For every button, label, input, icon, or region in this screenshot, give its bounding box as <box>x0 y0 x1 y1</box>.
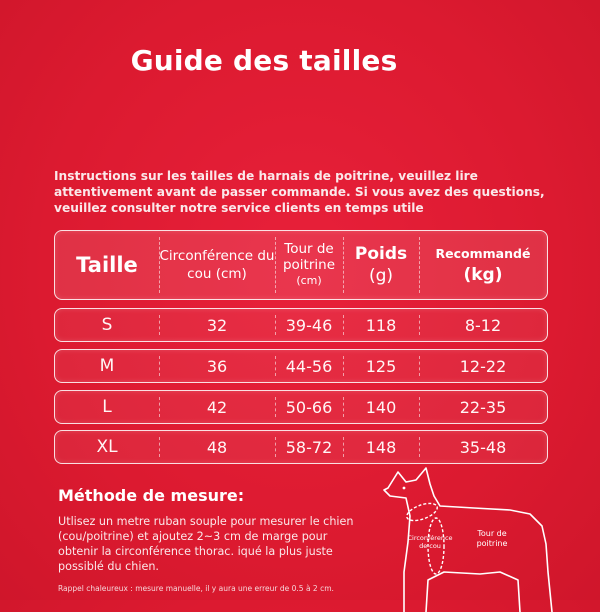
cell-neck: 36 <box>206 356 228 376</box>
method-title: Méthode de mesure: <box>58 486 245 505</box>
header-neck: Circonférence du cou (cm) <box>159 248 275 282</box>
cell-weight: 118 <box>365 315 397 335</box>
cell-recommended: 12-22 <box>459 356 507 376</box>
cell-chest: 50-66 <box>285 397 333 417</box>
header-chest-label: Tour de poitrine <box>282 241 336 273</box>
header-recommended-label: Recommandé <box>435 246 531 261</box>
cell-weight: 140 <box>365 397 397 417</box>
cell-chest: 44-56 <box>285 356 333 376</box>
table-row <box>54 390 548 424</box>
cell-weight: 148 <box>365 437 397 457</box>
table-row <box>54 349 548 383</box>
header-chest <box>275 231 343 299</box>
cell-recommended: 22-35 <box>459 397 507 417</box>
table-row <box>54 430 548 464</box>
cell-chest: 58-72 <box>285 437 333 457</box>
neck-label-2: de cou <box>419 542 441 550</box>
chest-label-2: poitrine <box>476 539 508 548</box>
cell-neck: 48 <box>206 437 228 457</box>
page-title: Guide des tailles <box>130 44 398 77</box>
table-row <box>54 308 548 342</box>
header-weight-label: Poids <box>354 244 408 264</box>
header-weight-unit: (g) <box>368 266 394 286</box>
table-header-row <box>54 230 548 300</box>
cell-chest: 39-46 <box>285 315 333 335</box>
method-note: Rappel chaleureux : mesure manuelle, il y aura une erreur de 0.5 à 2 cm. <box>58 584 334 593</box>
header-weight <box>343 231 419 299</box>
cell-neck: 32 <box>206 315 228 335</box>
intro-text: Instructions sur les tailles de harnais de poitrine, veuillez lire attentivement avant de passer commande. Si vous avez des questions, veuillez consulter notre service clients en temps utile <box>54 169 545 215</box>
method-text: Utlisez un metre ruban souple pour mesurer le chien (cou/poitrine) et ajoutez 2~3 cm de marge pour obtenir la circonférence thorac. iqué la plus juste possiblé du chien. <box>58 515 354 573</box>
dog-measurement-illustration <box>370 462 580 612</box>
header-recommended <box>419 231 547 299</box>
cell-recommended: 35-48 <box>459 437 507 457</box>
cell-recommended: 8-12 <box>464 315 502 335</box>
header-recommended-unit: (kg) <box>463 265 503 285</box>
cell-size: L <box>102 397 112 417</box>
chest-label-1: Tour de <box>477 529 507 538</box>
cell-neck: 42 <box>206 397 228 417</box>
header-chest-unit: (cm) <box>296 274 322 287</box>
cell-size: XL <box>96 437 118 457</box>
cell-weight: 125 <box>365 356 397 376</box>
header-size: Taille <box>76 253 138 277</box>
cell-size: S <box>101 315 113 335</box>
cell-size: M <box>99 356 115 376</box>
neck-label-1: Circonférence <box>407 534 453 542</box>
